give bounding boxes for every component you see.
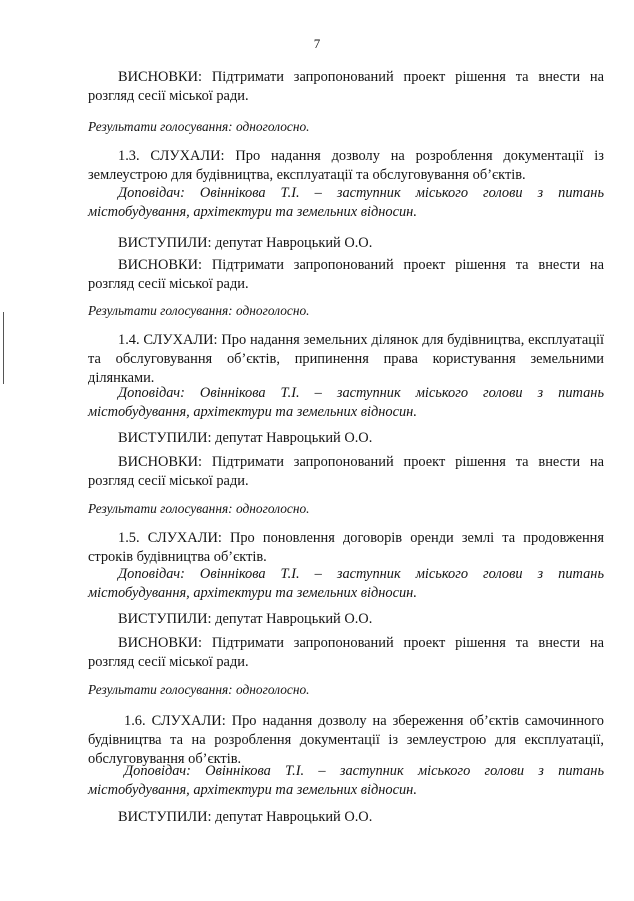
conclusions-label: ВИСНОВКИ: <box>118 69 202 85</box>
scan-margin-mark <box>3 312 4 384</box>
conclusions-label: ВИСНОВКИ: <box>118 257 202 273</box>
heard-paragraph <box>88 147 604 185</box>
spoke-label: ВИСТУПИЛИ: <box>118 235 212 251</box>
item-number: 1.3. <box>118 148 140 164</box>
item-number: 1.4. <box>118 332 140 348</box>
spoke-label: ВИСТУПИЛИ: <box>118 611 212 627</box>
conclusions-text: Підтримати запропонований проект рішення та внести на розгляд сесії міської ради. <box>88 257 604 292</box>
spoke-text: депутат Навроцький О.О. <box>215 235 373 251</box>
speaker-paragraph <box>88 384 604 422</box>
conclusions-text: Підтримати запропонований проект рішення та внести на розгляд сесії міської ради. <box>88 454 604 489</box>
speaker-paragraph <box>88 762 604 800</box>
spoke-text: депутат Навроцький О.О. <box>215 611 373 627</box>
speaker-paragraph <box>88 565 604 603</box>
heard-label: СЛУХАЛИ: <box>147 530 222 546</box>
spoke-paragraph <box>88 808 604 827</box>
vote-result: Результати голосування: одноголосно. <box>88 119 310 134</box>
spoke-paragraph <box>88 429 604 448</box>
heard-label: СЛУХАЛИ: <box>150 148 225 164</box>
spoke-label: ВИСТУПИЛИ: <box>118 809 212 825</box>
heard-paragraph <box>88 529 604 567</box>
vote-result: Результати голосування: одноголосно. <box>88 682 310 697</box>
speaker-paragraph <box>88 184 604 222</box>
spoke-paragraph <box>88 234 604 253</box>
spoke-text: депутат Навроцький О.О. <box>215 430 373 446</box>
heard-label: СЛУХАЛИ: <box>151 713 226 729</box>
heard-text: Про надання дозволу на розроблення документації із землеустрою для будівництва, експлуатації та обслуговування об’єктів. <box>88 148 604 183</box>
vote-result: Результати голосування: одноголосно. <box>88 303 310 318</box>
item-number: 1.5. <box>118 530 140 546</box>
conclusions-paragraph <box>88 68 604 106</box>
spoke-label: ВИСТУПИЛИ: <box>118 430 212 446</box>
speaker-text: Доповідач: Овіннікова Т.І. – заступник міського голови з питань містобудування, архітектури та земельних відносин. <box>88 566 604 601</box>
heard-paragraph <box>88 712 604 769</box>
spoke-paragraph <box>88 610 604 629</box>
conclusions-text: Підтримати запропонований проект рішення та внести на розгляд сесії міської ради. <box>88 635 604 670</box>
speaker-text: Доповідач: Овіннікова Т.І. – заступник міського голови з питань містобудування, архітектури та земельних відносин. <box>88 185 604 220</box>
spoke-text: депутат Навроцький О.О. <box>215 809 373 825</box>
page-number: 7 <box>313 36 321 51</box>
heard-paragraph <box>88 331 604 388</box>
conclusions-paragraph <box>88 453 604 491</box>
conclusions-label: ВИСНОВКИ: <box>118 635 202 651</box>
conclusions-text: Підтримати запропонований проект рішення та внести на розгляд сесії міської ради. <box>88 69 604 104</box>
conclusions-paragraph <box>88 256 604 294</box>
item-number: 1.6. <box>124 713 146 729</box>
vote-result: Результати голосування: одноголосно. <box>88 501 310 516</box>
heard-text: Про поновлення договорів оренди землі та продовження строків будівництва об’єктів. <box>88 530 604 565</box>
heard-text: Про надання дозволу на збереження об’єктів самочинного будівництва та на розроблення документації із землеустрою для експлуатації, обслуговування об’єктів. <box>88 713 604 767</box>
speaker-text: Доповідач: Овіннікова Т.І. – заступник міського голови з питань містобудування, архітектури та земельних відносин. <box>88 385 604 420</box>
speaker-text: Доповідач: Овіннікова Т.І. – заступник міського голови з питань містобудування, архітектури та земельних відносин. <box>88 763 604 798</box>
heard-label: СЛУХАЛИ: <box>143 332 218 348</box>
heard-text: Про надання земельних ділянок для будівництва, експлуатації та обслуговування об’єктів, припинення права користування земельними ділянками. <box>88 332 604 386</box>
conclusions-label: ВИСНОВКИ: <box>118 454 202 470</box>
conclusions-paragraph <box>88 634 604 672</box>
